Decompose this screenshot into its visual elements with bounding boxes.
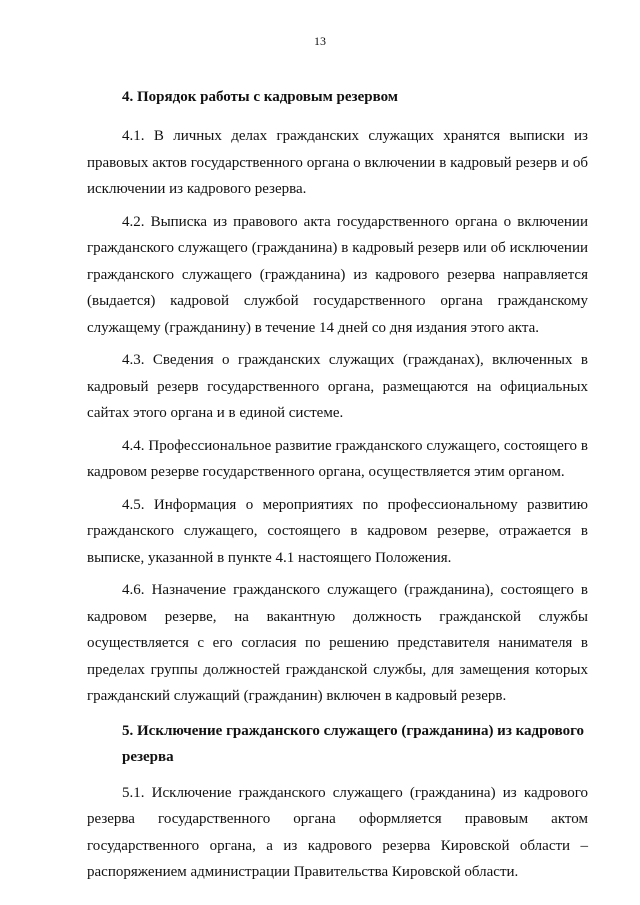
page-number: 13 <box>314 34 326 48</box>
paragraph-4-1: 4.1. В личных делах гражданских служащих хранятся выписки из правовых актов государственного органа о включении в кадровый резерв и об исключении из кадрового резерва. <box>87 128 588 197</box>
section-4-heading: 4. Порядок работы с кадровым резервом <box>122 89 398 105</box>
paragraph-4-4: 4.4. Профессиональное развитие гражданского служащего, состоящего в кадровом резерве государственного органа, осуществляется этим органом. <box>87 437 588 480</box>
section-5-heading-line-2: резерва <box>122 748 174 765</box>
section-5-heading <box>122 718 588 770</box>
document-body <box>87 84 588 892</box>
paragraph-4-6: 4.6. Назначение гражданского служащего (гражданина), состоящего в кадровом резерве, на вакантную должность гражданской службы осуществляется с его согласия по решению представителя нанимателя в пределах группы должностей гражданской службы, для замещения которых гражданский служащий (гражданин) включен в кадровый резерв. <box>87 582 588 704</box>
paragraph-5-1: 5.1. Исключение гражданского служащего (гражданина) из кадрового резерва государственного органа оформляется правовым актом государственного органа, а из кадрового резерва Кировской области – распоряжением администрации Правительства Кировской области. <box>87 784 588 880</box>
paragraph-4-2: 4.2. Выписка из правового акта государственного органа о включении гражданского служащего (гражданина) в кадровый резерв или об исключении гражданского служащего (гражданина) из кадрового резерва направляется (выдается) кадровой службой государственного органа гражданскому служащему (гражданину) в течение 14 дней со дня издания этого акта. <box>87 213 588 336</box>
paragraph-4-5: 4.5. Информация о мероприятиях по профессиональному развитию гражданского служащего, состоящего в кадровом резерве, отражается в выписке, указанной в пункте 4.1 настоящего Положения. <box>87 496 588 566</box>
section-5-heading-line-1: 5. Исключение гражданского служащего (гражданина) из кадрового <box>122 722 585 739</box>
paragraph-4-3: 4.3. Сведения о гражданских служащих (гражданах), включенных в кадровый резерв государственного органа, размещаются на официальных сайтах этого органа и в единой системе. <box>87 352 588 421</box>
